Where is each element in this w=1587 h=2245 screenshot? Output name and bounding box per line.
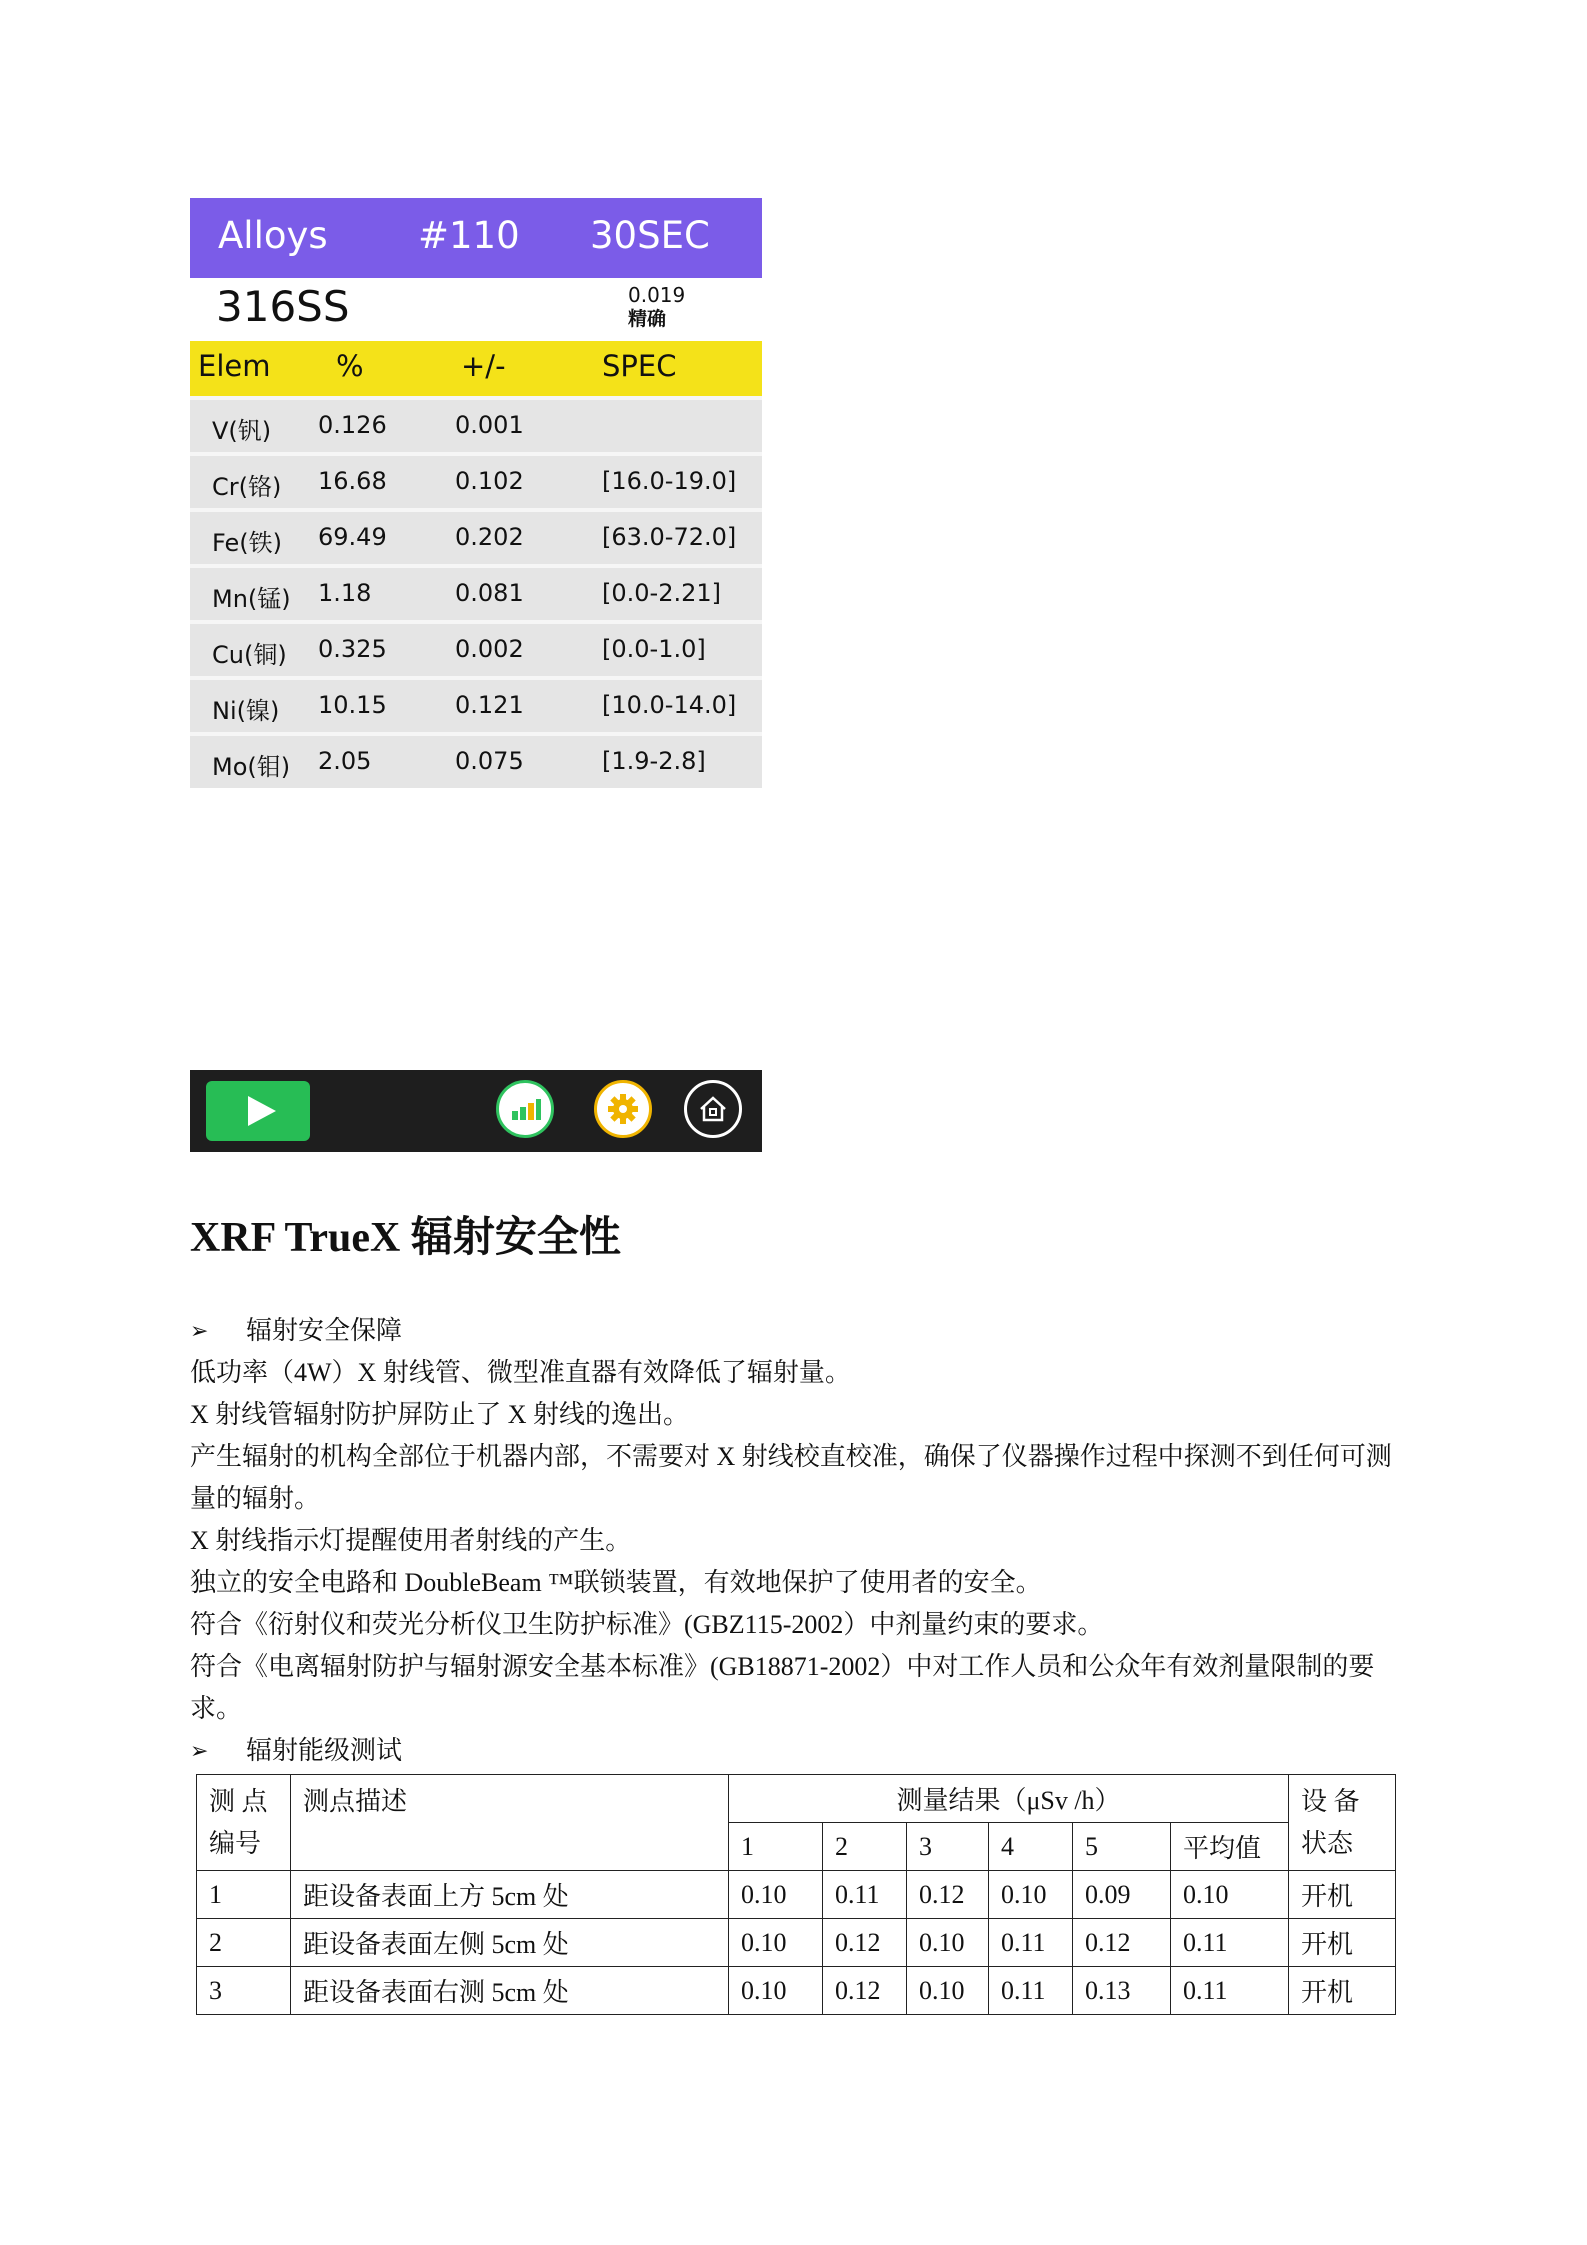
elem-percent: 2.05: [318, 747, 372, 775]
paragraph: 低功率（4W）X 射线管、微型准直器有效降低了辐射量。: [190, 1358, 851, 1387]
table-header-row: [197, 1775, 1396, 1823]
result-bar: [190, 278, 762, 341]
header-desc: 测点描述: [291, 1775, 729, 1871]
cell-value: 0.12: [823, 1967, 907, 2015]
cell-no: 2: [197, 1919, 291, 1967]
header-result: 测量结果（μSv /h）: [729, 1775, 1289, 1823]
elem-name: Fe(铁): [212, 529, 282, 557]
cell-value: 0.10: [989, 1871, 1073, 1919]
cell-value: 0.13: [1073, 1967, 1171, 2015]
paragraph: 产生辐射的机构全部位于机器内部，不需要对 X 射线校直校准，确保了仪器操作过程中探测不到任何可测量的辐射。: [190, 1442, 1392, 1513]
cell-desc: 距设备表面右测 5cm 处: [291, 1967, 729, 2015]
document-body: [190, 1310, 1412, 1772]
element-row: [190, 396, 762, 452]
elem-percent: 69.49: [318, 523, 387, 551]
screen-toolbar: [190, 1070, 762, 1152]
elem-spec: [0.0-2.21]: [602, 579, 721, 607]
cell-desc: 距设备表面上方 5cm 处: [291, 1871, 729, 1919]
col-error: +/-: [461, 349, 506, 383]
cell-value: 0.11: [989, 1967, 1073, 2015]
analyzer-screen: [190, 198, 762, 788]
cell-value: 0.10: [907, 1967, 989, 2015]
elem-spec: [1.9-2.8]: [602, 747, 706, 775]
elem-error: 0.102: [455, 467, 524, 495]
paragraph: 符合《电离辐射防护与辐射源安全基本标准》(GB18871-2002）中对工作人员和公众年有效剂量限制的要求。: [190, 1652, 1375, 1723]
radiation-test-table: [196, 1774, 1396, 2015]
elem-name: Ni(镍): [212, 697, 280, 725]
elem-spec: [16.0-19.0]: [602, 467, 737, 495]
elem-error: 0.002: [455, 635, 524, 663]
cell-average: 0.11: [1171, 1919, 1289, 1967]
bullet-heading: [190, 1730, 1412, 1772]
cell-average: 0.10: [1171, 1871, 1289, 1919]
cell-value: 0.10: [729, 1967, 823, 2015]
elem-error: 0.121: [455, 691, 524, 719]
arrow-bullet-icon: ➢: [190, 1738, 209, 1763]
elem-name: Cr(铬): [212, 473, 282, 501]
elem-percent: 16.68: [318, 467, 387, 495]
cell-desc: 距设备表面左侧 5cm 处: [291, 1919, 729, 1967]
elem-error: 0.081: [455, 579, 524, 607]
settings-button[interactable]: [594, 1080, 652, 1138]
chart-button[interactable]: [496, 1080, 554, 1138]
cell-value: 0.10: [907, 1919, 989, 1967]
bullet-heading: [190, 1310, 1412, 1352]
home-button[interactable]: [684, 1080, 742, 1138]
cell-value: 0.11: [989, 1919, 1073, 1967]
sub-col: 5: [1073, 1823, 1171, 1871]
elem-name: Cu(铜): [212, 641, 287, 669]
sub-col: 平均值: [1171, 1823, 1289, 1871]
cell-state: 开机: [1289, 1967, 1396, 2015]
col-percent: %: [336, 349, 364, 383]
section-title: XRF TrueX 辐射安全性: [190, 1215, 621, 1261]
cell-state: 开机: [1289, 1871, 1396, 1919]
home-icon: [687, 1083, 739, 1135]
chart-icon: [499, 1083, 551, 1135]
elem-percent: 0.325: [318, 635, 387, 663]
table-row: [197, 1871, 1396, 1919]
element-row: [190, 508, 762, 564]
cell-state: 开机: [1289, 1919, 1396, 1967]
cell-no: 1: [197, 1871, 291, 1919]
element-row: [190, 564, 762, 620]
test-time: 30SEC: [590, 214, 710, 257]
gear-icon: [597, 1083, 649, 1135]
alloy-grade: 316SS: [216, 282, 350, 331]
elem-error: 0.001: [455, 411, 524, 439]
element-row: [190, 620, 762, 676]
elem-spec: [63.0-72.0]: [602, 523, 737, 551]
header-state: 设 备 状态: [1289, 1775, 1396, 1871]
cell-value: 0.12: [1073, 1919, 1171, 1967]
elem-name: V(钒): [212, 417, 272, 445]
test-number: #110: [418, 214, 520, 257]
elem-percent: 0.126: [318, 411, 387, 439]
header-point: 测 点 编号: [197, 1775, 291, 1871]
element-row: [190, 732, 762, 788]
mode-label: Alloys: [218, 214, 328, 257]
col-spec: SPEC: [602, 349, 677, 383]
precision-label: 精确: [628, 308, 667, 330]
table-row: [197, 1967, 1396, 2015]
cell-value: 0.12: [823, 1919, 907, 1967]
play-button[interactable]: [206, 1081, 310, 1141]
elem-name: Mn(锰): [212, 585, 291, 613]
elem-percent: 10.15: [318, 691, 387, 719]
precision-value: 0.019: [628, 283, 686, 307]
sub-col: 1: [729, 1823, 823, 1871]
elem-spec: [0.0-1.0]: [602, 635, 706, 663]
cell-value: 0.10: [729, 1919, 823, 1967]
elem-percent: 1.18: [318, 579, 372, 607]
cell-value: 0.10: [729, 1871, 823, 1919]
cell-no: 3: [197, 1967, 291, 2015]
paragraph: 独立的安全电路和 DoubleBeam ™联锁装置，有效地保护了使用者的安全。: [190, 1568, 1042, 1597]
sub-col: 3: [907, 1823, 989, 1871]
elem-spec: [10.0-14.0]: [602, 691, 737, 719]
screen-header: [190, 198, 762, 278]
paragraph: X 射线指示灯提醒使用者射线的产生。: [190, 1526, 632, 1555]
elem-error: 0.075: [455, 747, 524, 775]
cell-average: 0.11: [1171, 1967, 1289, 2015]
cell-value: 0.11: [823, 1871, 907, 1919]
elem-name: Mo(钼): [212, 753, 291, 781]
sub-col: 2: [823, 1823, 907, 1871]
column-header-bar: [190, 341, 762, 396]
elem-error: 0.202: [455, 523, 524, 551]
paragraph: X 射线管辐射防护屏防止了 X 射线的逸出。: [190, 1400, 690, 1429]
bullet-heading-text: 辐射能级测试: [246, 1736, 403, 1765]
arrow-bullet-icon: ➢: [190, 1318, 209, 1343]
cell-value: 0.12: [907, 1871, 989, 1919]
table-row: [197, 1919, 1396, 1967]
element-row: [190, 452, 762, 508]
col-elem: Elem: [198, 349, 271, 383]
precision-block: [628, 283, 685, 331]
paragraph: 符合《衍射仪和荧光分析仪卫生防护标准》(GBZ115-2002）中剂量约束的要求。: [190, 1610, 1104, 1639]
sub-col: 4: [989, 1823, 1073, 1871]
cell-value: 0.09: [1073, 1871, 1171, 1919]
bullet-heading-text: 辐射安全保障: [246, 1316, 403, 1345]
element-row: [190, 676, 762, 732]
